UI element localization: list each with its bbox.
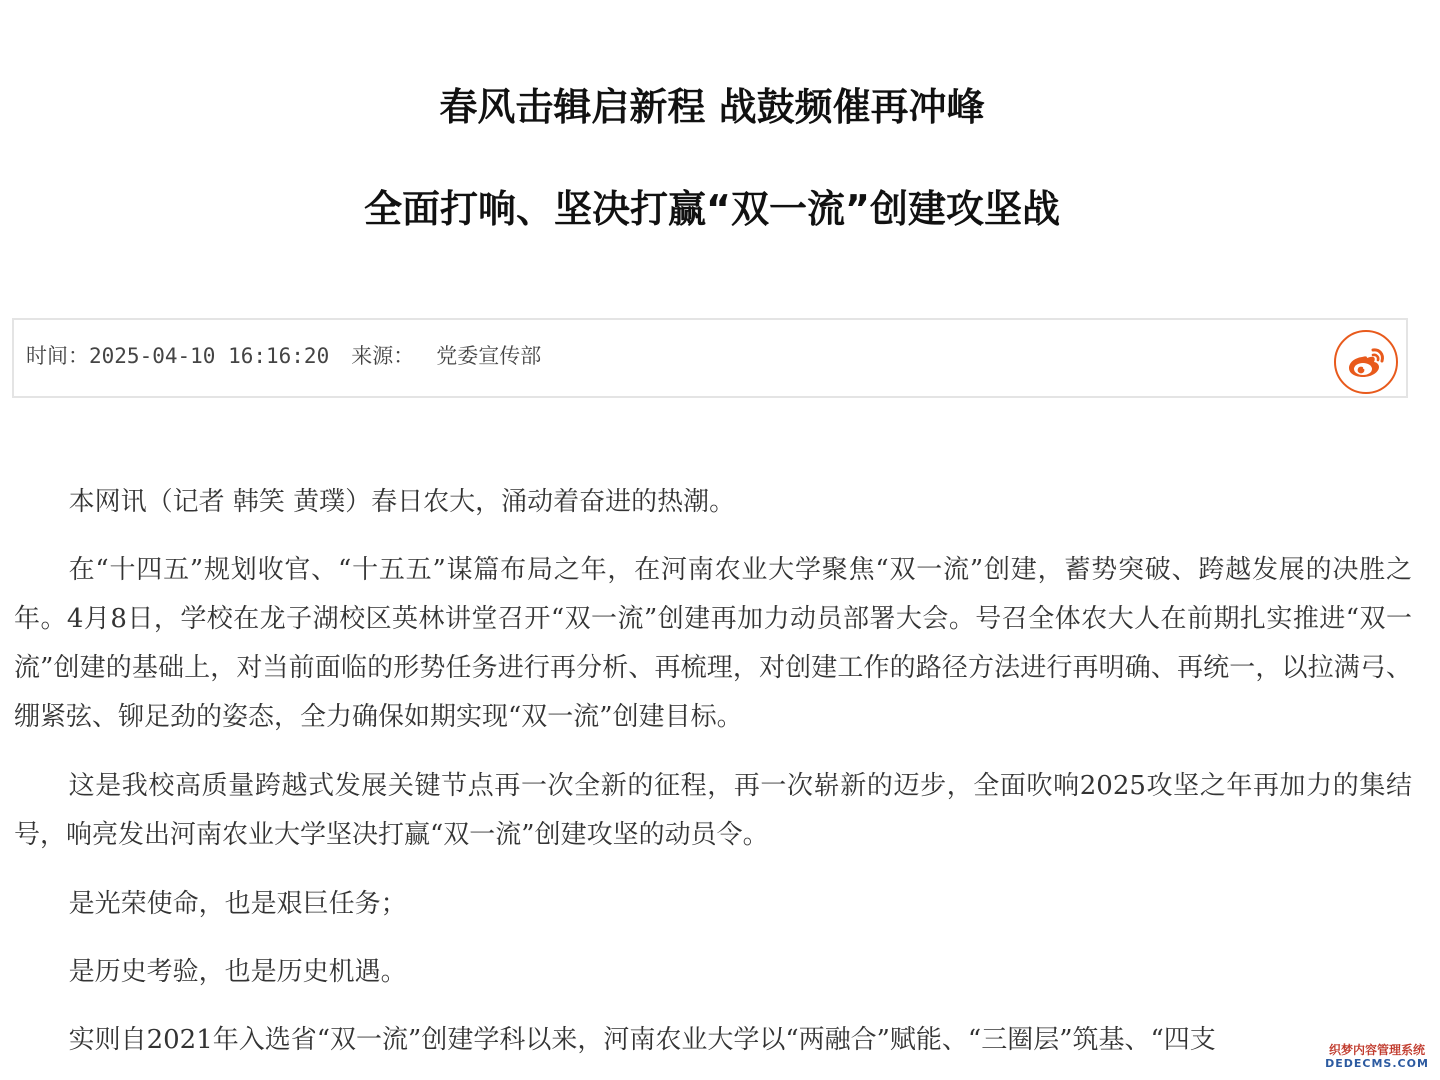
time-label: 时间：	[26, 344, 89, 368]
article-title-line-1: 春风击辑启新程 战鼓频催再冲峰	[439, 85, 985, 129]
weibo-icon	[1346, 345, 1386, 379]
article-meta-bar	[12, 318, 1408, 398]
source-value: 党委宣传部	[436, 344, 542, 368]
paragraph-4: 是光荣使命，也是艰巨任务；	[68, 889, 407, 919]
paragraph-2: 在“十四五”规划收官、“十五五”谋篇布局之年，在河南农业大学聚焦“双一流”创建，蓄势突破、跨越发展的决胜之年。4月8日，学校在龙子湖校区英林讲堂召开“双一流”创建再加力动员部署大会。号召全体农大人在前期扎实推进“双一流”创建的基础上，对当前面临的形势任务进行再分析、再梳理，对创建工作的路径方法进行再明确、再统一，以拉满弓、绷紧弦、铆足劲的姿态，全力确保如期实现“双一流”创建目标。	[14, 555, 1412, 732]
paragraph-6: 实则自2021年入选省“双一流”创建学科以来，河南农业大学以“两融合”赋能、“三圈层”筑基、“四支	[68, 1025, 1216, 1055]
watermark-line-2: DEDECMS.COM	[1325, 1057, 1429, 1070]
paragraph-1: 本网讯（记者 韩笑 黄璞）春日农大，涌动着奋进的热潮。	[68, 487, 736, 517]
paragraph-3: 这是我校高质量跨越式发展关键节点再一次全新的征程，再一次崭新的迈步，全面吹响2025攻坚之年再加力的集结号，响亮发出河南农业大学坚决打赢“双一流”创建攻坚的动员令。	[14, 771, 1412, 850]
article-title-line-2: 全面打响、坚决打赢“双一流”创建攻坚战	[364, 187, 1060, 231]
dedecms-watermark-logo	[1324, 1044, 1430, 1074]
meta-info	[26, 342, 541, 370]
article-body	[14, 478, 1412, 1080]
paragraph-5: 是历史考验，也是历史机遇。	[68, 957, 407, 987]
publish-time: 2025-04-10 16:16:20	[89, 344, 330, 368]
weibo-share-button[interactable]	[1334, 330, 1398, 394]
source-label: 来源：	[351, 344, 415, 368]
watermark-line-1: 织梦内容管理系统	[1328, 1043, 1425, 1057]
